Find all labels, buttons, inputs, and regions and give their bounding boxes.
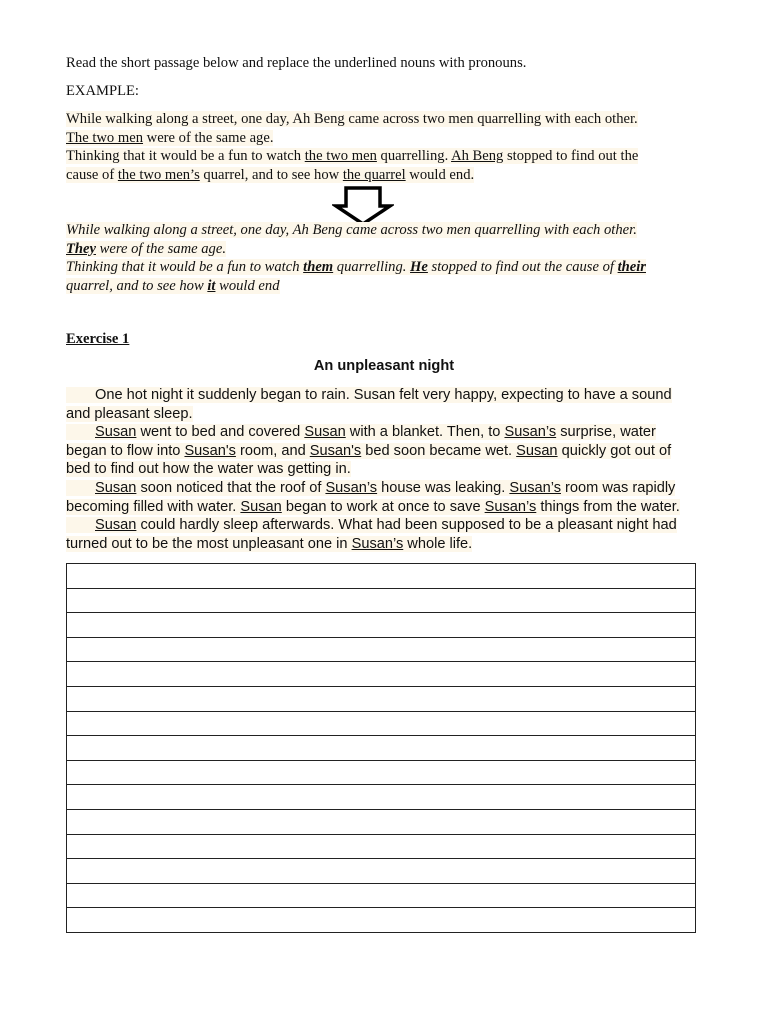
story-text: turned out to be the most unpleasant one in: [66, 535, 352, 552]
answer-cell[interactable]: [67, 588, 696, 613]
underlined-noun: Susan’s: [504, 424, 557, 441]
underlined-noun: The two men: [66, 129, 144, 146]
answer-cell[interactable]: [67, 859, 696, 884]
underlined-noun: Susan’s: [484, 498, 537, 515]
answer-row[interactable]: [67, 834, 696, 859]
underlined-noun: the two men: [304, 148, 377, 164]
answer-cell[interactable]: [67, 883, 696, 908]
answer-cell[interactable]: [67, 760, 696, 785]
answer-row[interactable]: [67, 883, 696, 908]
answer-row[interactable]: [67, 785, 696, 810]
underlined-noun: Ah Beng: [451, 148, 504, 164]
example-text: would end.: [405, 166, 475, 183]
story-text: quickly got out of: [557, 442, 672, 459]
pronoun: it: [207, 277, 216, 294]
answer-row[interactable]: [67, 662, 696, 687]
underlined-noun: Susan's: [184, 442, 236, 459]
underlined-noun: Susan: [95, 424, 137, 441]
answer-row[interactable]: [67, 859, 696, 884]
answer-cell[interactable]: [67, 686, 696, 711]
answer-row[interactable]: [67, 686, 696, 711]
example-text: stopped to find out the: [503, 148, 639, 164]
answer-row[interactable]: [67, 736, 696, 761]
pronoun: They: [66, 240, 96, 257]
underlined-noun: Susan’s: [351, 535, 404, 552]
story-text: One hot night it suddenly began to rain. Susan felt very happy, expecting to have a sound: [95, 387, 672, 403]
answer-text: quarrelling.: [333, 259, 411, 275]
answer-cell[interactable]: [67, 908, 696, 933]
answer-lines-table: [66, 563, 696, 933]
story-text: soon noticed that the roof of: [136, 479, 326, 496]
pronoun: He: [410, 259, 428, 275]
answer-text: stopped to find out the cause of: [427, 259, 618, 275]
underlined-noun: Susan's: [309, 442, 362, 459]
answer-row[interactable]: [67, 908, 696, 933]
story-text: began to work at once to save: [281, 498, 485, 515]
underlined-noun: Susan: [304, 424, 346, 441]
answer-cell[interactable]: [67, 736, 696, 761]
story-text: house was leaking.: [377, 479, 510, 496]
answer-row[interactable]: [67, 809, 696, 834]
answer-cell[interactable]: [67, 809, 696, 834]
example-text: quarrelling.: [376, 148, 452, 164]
answer-row[interactable]: [67, 588, 696, 613]
underlined-noun: Susan: [95, 479, 137, 496]
story-text: room was rapidly: [561, 479, 676, 496]
underlined-noun: Susan: [240, 498, 282, 515]
answer-cell[interactable]: [67, 785, 696, 810]
pronoun: them: [303, 259, 334, 275]
down-arrow-icon: [332, 186, 394, 226]
story-text: with a blanket. Then, to: [345, 424, 505, 441]
example-text: cause of: [66, 166, 118, 183]
answer-cell[interactable]: [67, 662, 696, 687]
underlined-noun: the quarrel: [342, 166, 406, 183]
example-answer-passage: [66, 221, 696, 295]
story-text: surprise, water: [556, 424, 656, 441]
story-title: An unpleasant night: [313, 358, 455, 374]
example-text: were of the same age.: [143, 129, 274, 146]
answer-row[interactable]: [67, 564, 696, 589]
story-text: room, and: [235, 442, 310, 459]
answer-text: would end: [215, 277, 280, 294]
answer-line: While walking along a street, one day, Ah Beng came across two men quarrelling with each other.: [66, 222, 637, 238]
story-text: becoming filled with water.: [66, 498, 241, 515]
story-text: bed to find out how the water was getting in.: [66, 461, 351, 478]
pronoun: their: [617, 259, 646, 275]
answer-cell[interactable]: [67, 613, 696, 638]
answer-row[interactable]: [67, 760, 696, 785]
underlined-noun: Susan: [516, 442, 558, 459]
story-passage: [66, 386, 696, 553]
example-text: quarrel, and to see how: [199, 166, 343, 183]
answer-cell[interactable]: [67, 637, 696, 662]
answer-text: Thinking that it would be a fun to watch: [66, 259, 304, 275]
answer-text: were of the same age.: [96, 240, 226, 257]
underlined-noun: Susan’s: [325, 479, 378, 496]
story-text: bed soon became wet.: [361, 442, 517, 459]
story-text: things from the water.: [536, 498, 680, 515]
example-line: While walking along a street, one day, Ah Beng came across two men quarrelling with each other.: [66, 111, 638, 127]
story-text: began to flow into: [66, 442, 185, 459]
answer-row[interactable]: [67, 637, 696, 662]
story-text: could hardly sleep afterwards. What had been supposed to be a pleasant night had: [136, 517, 677, 534]
story-text: whole life.: [403, 535, 473, 552]
example-label: EXAMPLE:: [66, 83, 139, 99]
answer-cell[interactable]: [67, 711, 696, 736]
underlined-noun: Susan: [95, 517, 137, 534]
example-text: Thinking that it would be a fun to watch: [66, 148, 305, 164]
example-original-passage: [66, 110, 692, 184]
story-text: went to bed and covered: [136, 424, 305, 441]
underlined-noun: Susan’s: [509, 479, 561, 496]
answer-text: quarrel, and to see how: [66, 277, 208, 294]
answer-cell[interactable]: [67, 834, 696, 859]
instruction-text: Read the short passage below and replace the underlined nouns with pronouns.: [66, 55, 527, 71]
story-text: and pleasant sleep.: [66, 405, 193, 422]
answer-row[interactable]: [67, 613, 696, 638]
underlined-noun: the two men’s: [117, 166, 200, 183]
answer-row[interactable]: [67, 711, 696, 736]
exercise-title: Exercise 1: [66, 331, 130, 347]
answer-cell[interactable]: [67, 564, 696, 589]
